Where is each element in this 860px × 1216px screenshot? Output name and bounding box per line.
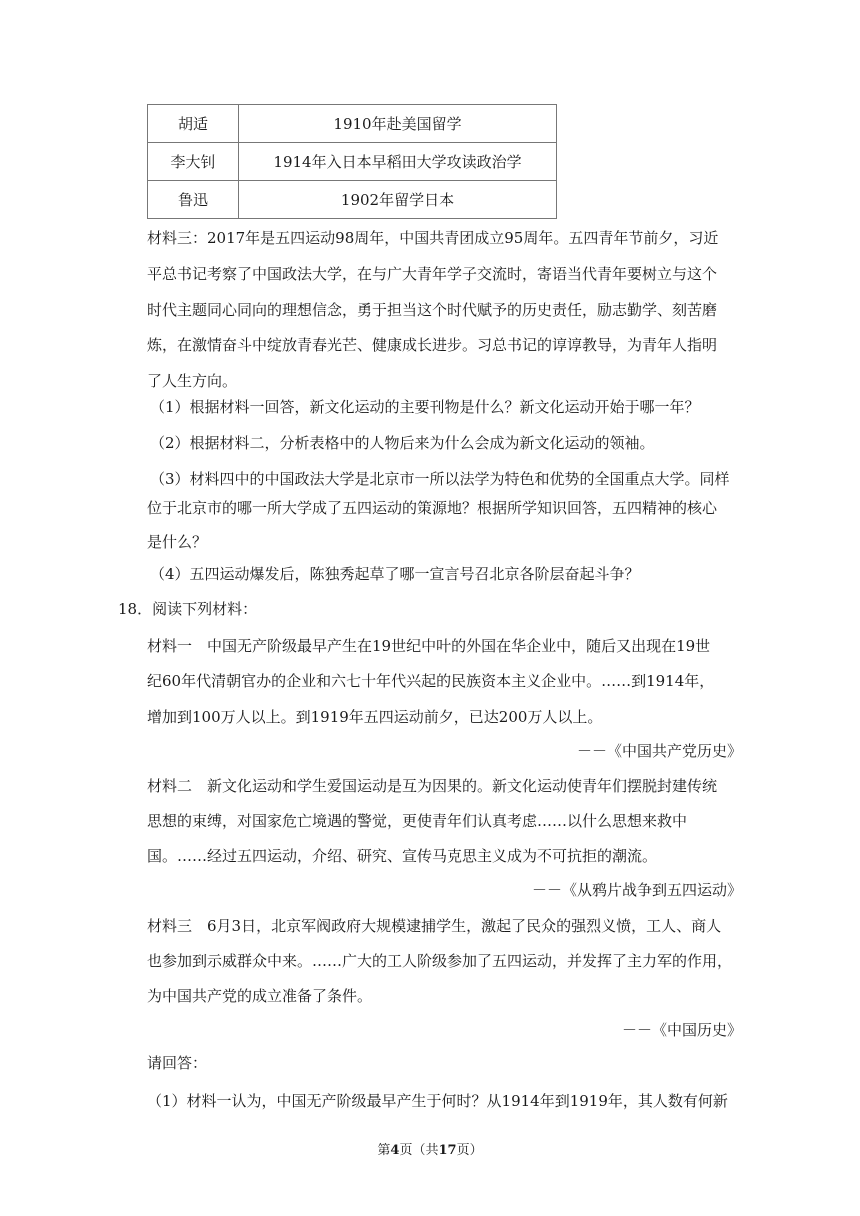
material-line: 材料二 新文化运动和学生爱国运动是互为因果的。新文化运动使青年们摆脱封建传统 <box>147 777 718 795</box>
material-source: －－《中国共产党历史》 <box>576 742 742 760</box>
table-cell-info: 1914年入日本早稻田大学攻读政治学 <box>239 143 557 181</box>
footer-prefix: 第 <box>377 1143 391 1158</box>
question-heading: 18．阅读下列材料： <box>118 600 258 618</box>
question-line: （1）材料一认为，中国无产阶级最早产生于何时？从1914年到1919年，其人数有何新 <box>147 1092 728 1110</box>
footer-mid: 页（共 <box>399 1143 439 1158</box>
table-row <box>148 181 557 219</box>
table-row <box>148 143 557 181</box>
table-cell-name: 鲁迅 <box>148 181 239 219</box>
question-line: 位于北京市的哪一所大学成了五四运动的策源地？根据所学知识回答，五四精神的核心 <box>147 499 718 517</box>
material-line: 也参加到示威群众中来。……广大的工人阶级参加了五四运动，并发挥了主力军的作用， <box>147 952 733 970</box>
material3-line: 炼，在激情奋斗中绽放青春光芒、健康成长进步。习总书记的谆谆教导，为青年人指明 <box>147 336 718 354</box>
question-line: （1）根据材料一回答，新文化运动的主要刊物是什么？新文化运动开始于哪一年？ <box>150 398 700 416</box>
footer-total-pages: 17 <box>438 1143 457 1158</box>
people-table <box>147 104 557 219</box>
material3-line: 平总书记考察了中国政法大学，在与广大青年学子交流时，寄语当代青年要树立与这个 <box>147 265 718 283</box>
material3-line: 了人生方向。 <box>147 372 238 390</box>
table-cell-name: 胡适 <box>148 105 239 143</box>
question-line: （2）根据材料二，分析表格中的人物后来为什么会成为新文化运动的领袖。 <box>150 434 655 452</box>
table-cell-name: 李大钊 <box>148 143 239 181</box>
material-line: 材料一 中国无产阶级最早产生在19世纪中叶的外国在华企业中，随后又出现在19世 <box>147 637 711 655</box>
answer-prompt: 请回答： <box>147 1054 208 1072</box>
question-line: 是什么？ <box>147 533 208 551</box>
question-line: （3）材料四中的中国政法大学是北京市一所以法学为特色和优势的全国重点大学。同样 <box>150 470 730 488</box>
table-cell-info: 1902年留学日本 <box>239 181 557 219</box>
material-line: 为中国共产党的成立准备了条件。 <box>147 987 373 1005</box>
table-cell-info: 1910年赴美国留学 <box>239 105 557 143</box>
material-line: 材料三 6月3日，北京军阀政府大规模逮捕学生，激起了民众的强烈义愤，工人、商人 <box>147 917 722 935</box>
footer-suffix: 页） <box>456 1143 483 1158</box>
material3-line: 材料三：2017年是五四运动98周年，中国共青团成立95周年。五四青年节前夕，习近 <box>147 229 719 247</box>
material-source: －－《从鸦片战争到五四运动》 <box>531 881 742 899</box>
page-footer <box>0 1142 860 1160</box>
material-line: 国。……经过五四运动，介绍、研究、宣传马克思主义成为不可抗拒的潮流。 <box>147 847 658 865</box>
table-row <box>148 105 557 143</box>
material3-line: 时代主题同心同向的理想信念，勇于担当这个时代赋予的历史责任，励志勤学、刻苦磨 <box>147 301 718 319</box>
material-source: －－《中国历史》 <box>621 1021 742 1039</box>
footer-page-number: 4 <box>390 1143 400 1158</box>
question-line: （4）五四运动爆发后，陈独秀起草了哪一宣言号召北京各阶层奋起斗争？ <box>150 565 640 583</box>
material-line: 思想的束缚，对国家危亡境遇的警觉，更使青年们认真考虑……以什么思想来救中 <box>147 812 688 830</box>
material-line: 纪60年代清朝官办的企业和六七十年代兴起的民族资本主义企业中。……到1914年， <box>147 672 715 690</box>
material-line: 增加到100万人以上。到1919年五四运动前夕，已达200万人以上。 <box>147 708 603 726</box>
